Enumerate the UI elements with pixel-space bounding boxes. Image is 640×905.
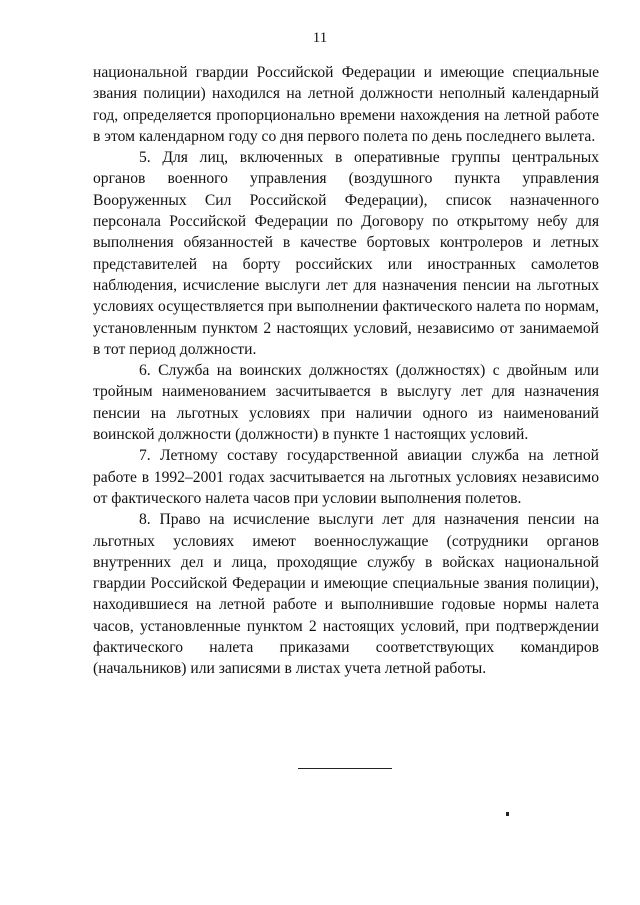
end-separator-line	[298, 768, 392, 769]
document-body	[93, 62, 599, 680]
paragraph-item-6: 6. Служба на воинских должностях (должностях) с двойным или тройным наименованием засчитывается в выслугу лет для назначения пенсии на льготных условиях при наличии одного из наименований воинской должности (должности) в пункте 1 настоящих условий.	[93, 362, 599, 444]
paragraph-item-8: 8. Право на исчисление выслуги лет для назначения пенсии на льготных условиях имеют военнослужащие (сотрудники органов внутренних дел и лица, проходящие службу в войсках национальной гвардии Российской Федерации и имеющие специальные звания полиции), находившиеся на летной работе и выполнившие годовые нормы налета часов, установленные пунктом 2 настоящих условий, при подтверждении фактического налета приказами соответствующих командиров (начальников) или записями в листах учета летной работы.	[93, 511, 599, 678]
stray-mark	[506, 812, 509, 816]
paragraph-item-5: 5. Для лиц, включенных в оперативные группы центральных органов военного управления (воздушного пункта управления Вооруженных Сил Российской Федерации), список назначенного персонала Российской Федерации по Договору по открытому небу для выполнения обязанностей в качестве бортовых контролеров и летных представителей на борту российских или иностранных самолетов наблюдения, исчисление выслуги лет для назначения пенсии на льготных условиях осуществляется при выполнении фактического налета по нормам, установленным пунктом 2 настоящих условий, независимо от занимаемой в тот период должности.	[93, 149, 599, 358]
paragraph-item-7: 7. Летному составу государственной авиации служба на летной работе в 1992–2001 годах засчитывается на льготных условиях независимо от фактического налета часов при условии выполнения полетов.	[93, 447, 599, 507]
paragraph-continuation: национальной гвардии Российской Федерации и имеющие специальные звания полиции) находился на летной должности неполный календарный год, определяется пропорционально времени нахождения на летной работе в этом календарном году со дня первого полета по день последнего вылета.	[93, 64, 599, 145]
page-number: 11	[312, 30, 328, 46]
